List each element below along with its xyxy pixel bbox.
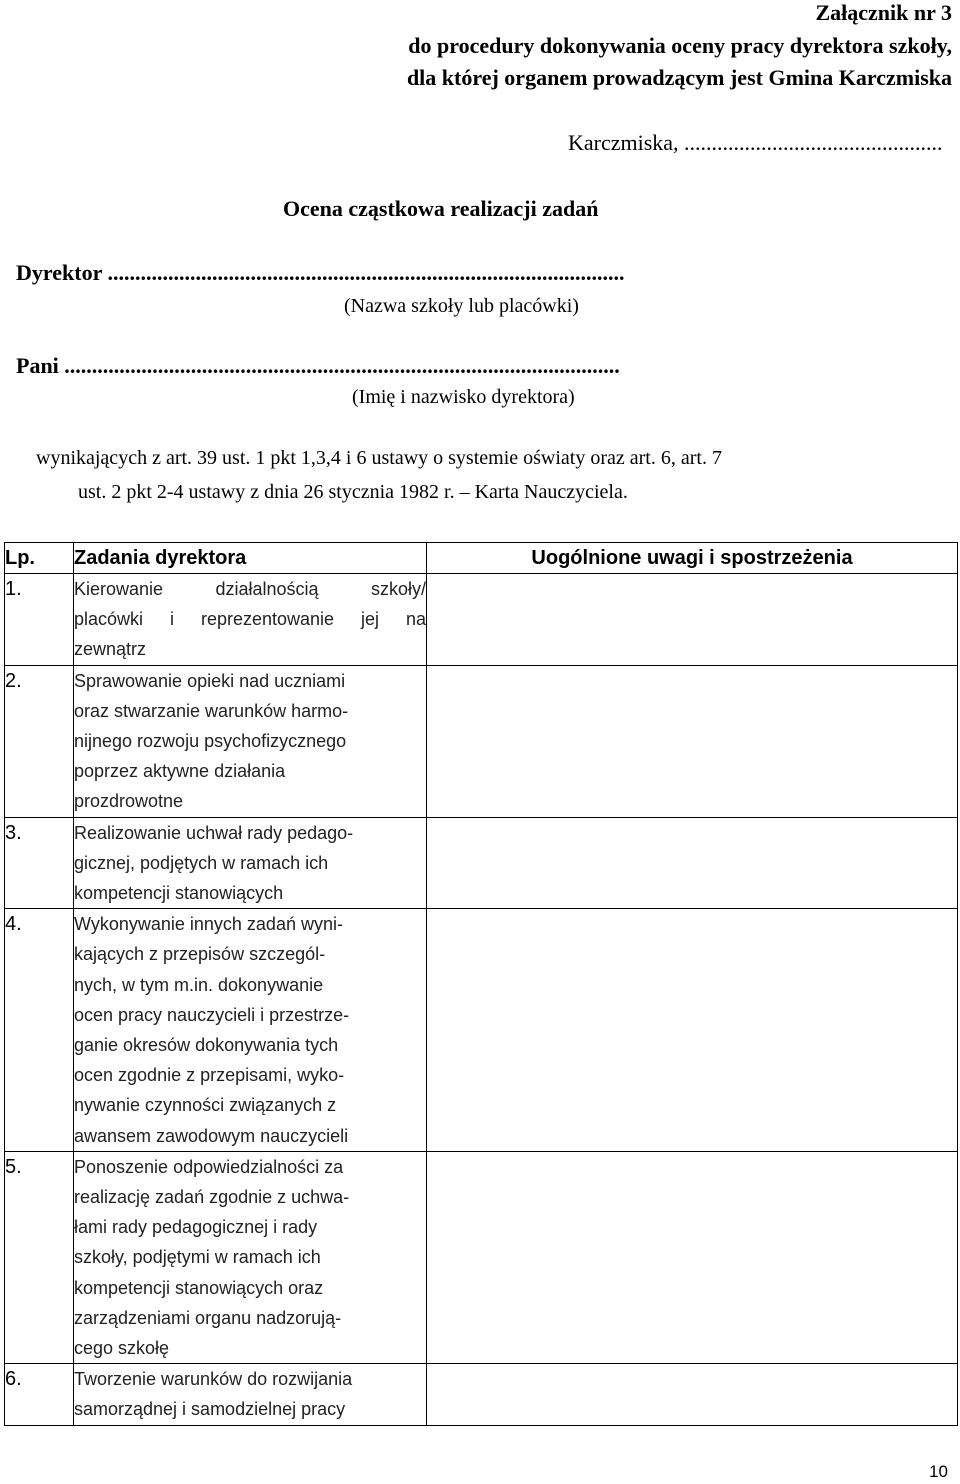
task-line: nych, w tym m.in. dokonywanie xyxy=(74,974,324,995)
table-row xyxy=(5,1364,958,1425)
notes-cell[interactable] xyxy=(427,817,958,909)
tasks-table xyxy=(4,542,958,1426)
table-row xyxy=(5,909,958,1152)
task-cell xyxy=(74,574,427,666)
row-number: 1. xyxy=(5,574,74,666)
task-line: realizację zadań zgodnie z uchwa- xyxy=(74,1187,350,1208)
task-line: Tworzenie warunków do rozwijania xyxy=(74,1369,353,1390)
task-line: Sprawowanie opieki nad uczniami xyxy=(74,670,346,691)
notes-cell[interactable] xyxy=(427,1364,958,1425)
task-line: Realizowanie uchwał rady pedago- xyxy=(74,822,354,843)
notes-cell[interactable] xyxy=(427,574,958,666)
authority-line: dla której organem prowadzącym jest Gmina Karczmiska xyxy=(406,65,952,90)
task-line: cego szkołę xyxy=(74,1338,170,1359)
table-row xyxy=(5,665,958,817)
row-number: 6. xyxy=(5,1364,74,1425)
task-line: kompetencji stanowiących xyxy=(74,883,284,904)
task-line: zewnątrz xyxy=(74,639,147,660)
task-cell xyxy=(74,817,427,909)
task-line: nywanie czynności związanych z xyxy=(74,1095,337,1116)
task-cell xyxy=(74,665,427,817)
header-notes: Uogólnione uwagi i spostrzeżenia xyxy=(427,543,958,574)
task-cell xyxy=(74,1364,427,1425)
task-line: prozdrowotne xyxy=(74,791,184,812)
task-line: poprzez aktywne działania xyxy=(74,761,286,782)
row-number: 2. xyxy=(5,665,74,817)
legal-basis-line-1: wynikających z art. 39 ust. 1 pkt 1,3,4 i 6 ustawy o systemie oświaty oraz art. 6, art. 7 xyxy=(36,447,722,469)
table-row xyxy=(5,574,958,666)
task-line: samorządnej i samodzielnej pracy xyxy=(74,1399,346,1420)
notes-cell[interactable] xyxy=(427,665,958,817)
task-line: Ponoszenie odpowiedzialności za xyxy=(74,1156,344,1177)
task-line: Wykonywanie innych zadań wyni- xyxy=(74,914,343,935)
header-tasks: Zadania dyrektora xyxy=(74,543,427,574)
director-name-hint: (Imię i nazwisko dyrektora) xyxy=(352,386,575,408)
task-line: zarządzeniami organu nadzorują- xyxy=(74,1307,342,1328)
procedure-line: do procedury dokonywania oceny pracy dyrektora szkoły, xyxy=(408,33,952,58)
task-line: awansem zawodowym nauczycieli xyxy=(74,1125,349,1146)
task-line: kompetencji stanowiących oraz xyxy=(74,1277,324,1298)
task-line: ocen zgodnie z przepisami, wyko- xyxy=(74,1065,345,1086)
task-line: Kierowanie działalnością szkoły/ xyxy=(74,579,426,599)
task-cell xyxy=(74,1151,427,1363)
task-line: łami rady pedagogicznej i rady xyxy=(74,1217,318,1238)
table-row xyxy=(5,1151,958,1363)
legal-basis-line-2: ust. 2 pkt 2-4 ustawy z dnia 26 stycznia 1982 r. – Karta Nauczyciela. xyxy=(78,481,628,503)
task-line: nijnego rozwoju psychofizycznego xyxy=(74,731,347,752)
task-cell xyxy=(74,909,427,1152)
table-row xyxy=(5,817,958,909)
task-line: ocen pracy nauczycieli i przestrze- xyxy=(74,1004,350,1025)
person-line: Pani ..................................................................................................... xyxy=(16,353,620,378)
task-line: ganie okresów dokonywania tych xyxy=(74,1035,339,1056)
notes-cell[interactable] xyxy=(427,1151,958,1363)
notes-cell[interactable] xyxy=(427,909,958,1152)
row-number: 5. xyxy=(5,1151,74,1363)
task-line: szkoły, podjętymi w ramach ich xyxy=(74,1247,321,1268)
attachment-title: Załącznik nr 3 xyxy=(815,0,952,25)
row-number: 4. xyxy=(5,909,74,1152)
task-line: kających z przepisów szczegól- xyxy=(74,944,326,965)
task-line: placówki i reprezentowanie jej na xyxy=(74,609,426,630)
page-number: 10 xyxy=(929,1462,948,1481)
row-number: 3. xyxy=(5,817,74,909)
task-line: gicznej, podjętych w ramach ich xyxy=(74,852,329,873)
task-line: oraz stwarzanie warunków harmo- xyxy=(74,700,349,721)
page-title: Ocena cząstkowa realizacji zadań xyxy=(283,196,599,221)
header-lp: Lp. xyxy=(5,543,74,574)
director-line: Dyrektor .............................................................................................. xyxy=(16,260,625,285)
table-header-row xyxy=(5,543,958,574)
place-date-line: Karczmiska, ............................................... xyxy=(568,130,943,155)
school-name-hint: (Nazwa szkoły lub placówki) xyxy=(344,295,579,317)
